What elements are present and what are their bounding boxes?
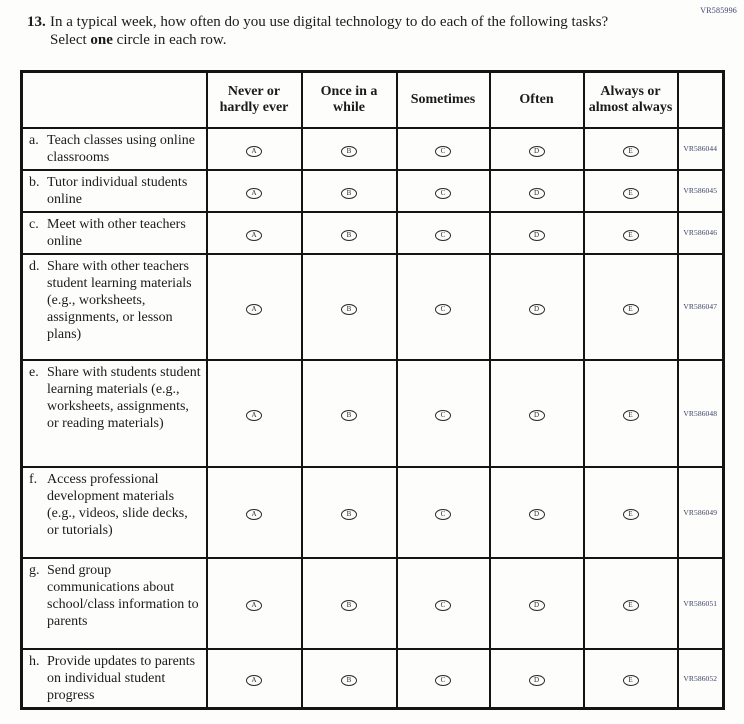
answer-bubble-e[interactable]: E	[623, 675, 639, 686]
row-variable-code: VR586045	[678, 170, 724, 212]
table-row	[22, 254, 724, 360]
row-label-cell	[22, 360, 207, 467]
row-letter: a.	[29, 132, 39, 148]
answer-bubble-e[interactable]: E	[623, 230, 639, 241]
row-letter: c.	[29, 216, 39, 232]
answer-bubble-c[interactable]: C	[435, 600, 451, 611]
answer-cell-always-or-almost-always	[584, 212, 678, 254]
question-text-bold: one	[90, 32, 113, 48]
table-row	[22, 170, 724, 212]
answer-bubble-e[interactable]: E	[623, 509, 639, 520]
answer-bubble-a[interactable]: A	[246, 304, 262, 315]
row-variable-code: VR586044	[678, 128, 724, 170]
row-label-cell	[22, 128, 207, 170]
answer-cell-sometimes	[397, 170, 490, 212]
survey-table	[20, 70, 725, 710]
row-label: Send group communications about school/class information to parents	[47, 562, 199, 629]
table-body	[22, 128, 724, 709]
answer-cell-always-or-almost-always	[584, 128, 678, 170]
question	[27, 13, 647, 49]
row-letter: b.	[29, 174, 40, 190]
answer-bubble-d[interactable]: D	[529, 304, 545, 315]
answer-bubble-b[interactable]: B	[341, 304, 357, 315]
answer-cell-never-or-hardly-ever	[207, 170, 302, 212]
answer-cell-once-in-a-while	[302, 170, 397, 212]
row-label-cell	[22, 254, 207, 360]
question-number: 13.	[27, 14, 46, 30]
header-code-cell	[678, 72, 724, 128]
answer-cell-often	[490, 558, 584, 649]
row-label: Teach classes using online classrooms	[47, 132, 195, 165]
header-cell-never-or-hardly-ever: Never or hardly ever	[207, 72, 302, 128]
answer-bubble-b[interactable]: B	[341, 675, 357, 686]
row-label-cell	[22, 467, 207, 558]
answer-bubble-a[interactable]: A	[246, 675, 262, 686]
answer-bubble-a[interactable]: A	[246, 600, 262, 611]
answer-cell-often	[490, 467, 584, 558]
row-letter: h.	[29, 653, 40, 669]
answer-cell-never-or-hardly-ever	[207, 467, 302, 558]
answer-bubble-e[interactable]: E	[623, 600, 639, 611]
question-text-part2: circle in each row.	[116, 32, 227, 48]
answer-cell-often	[490, 254, 584, 360]
answer-cell-sometimes	[397, 360, 490, 467]
row-variable-code: VR586046	[678, 212, 724, 254]
answer-bubble-d[interactable]: D	[529, 509, 545, 520]
row-label: Share with other teachers student learning materials (e.g., worksheets, assignments, or lesson plans)	[47, 258, 192, 342]
answer-cell-often	[490, 128, 584, 170]
answer-cell-sometimes	[397, 467, 490, 558]
answer-bubble-b[interactable]: B	[341, 230, 357, 241]
answer-cell-once-in-a-while	[302, 212, 397, 254]
answer-cell-always-or-almost-always	[584, 170, 678, 212]
answer-cell-never-or-hardly-ever	[207, 558, 302, 649]
answer-cell-always-or-almost-always	[584, 254, 678, 360]
answer-bubble-d[interactable]: D	[529, 600, 545, 611]
row-variable-code: VR586047	[678, 254, 724, 360]
row-label-cell	[22, 649, 207, 709]
answer-cell-always-or-almost-always	[584, 360, 678, 467]
answer-cell-sometimes	[397, 649, 490, 709]
row-letter: g.	[29, 562, 40, 578]
answer-cell-once-in-a-while	[302, 649, 397, 709]
answer-bubble-d[interactable]: D	[529, 146, 545, 157]
answer-bubble-c[interactable]: C	[435, 146, 451, 157]
answer-bubble-b[interactable]: B	[341, 146, 357, 157]
row-variable-code: VR586051	[678, 558, 724, 649]
answer-cell-often	[490, 360, 584, 467]
row-variable-code: VR586049	[678, 467, 724, 558]
answer-cell-once-in-a-while	[302, 360, 397, 467]
question-text-part1: In a typical week, how often do you use digital technology to do each of the following tasks? Select	[50, 14, 609, 48]
answer-cell-sometimes	[397, 212, 490, 254]
answer-bubble-e[interactable]: E	[623, 410, 639, 421]
row-letter: e.	[29, 364, 39, 380]
header-cell-sometimes: Sometimes	[397, 72, 490, 128]
answer-bubble-e[interactable]: E	[623, 146, 639, 157]
header-cell-always-or-almost-always: Always or almost always	[584, 72, 678, 128]
table-header-row	[22, 72, 724, 128]
answer-bubble-a[interactable]: A	[246, 230, 262, 241]
answer-bubble-c[interactable]: C	[435, 230, 451, 241]
row-label-cell	[22, 170, 207, 212]
answer-bubble-a[interactable]: A	[246, 410, 262, 421]
row-letter: d.	[29, 258, 40, 274]
row-variable-code: VR586048	[678, 360, 724, 467]
answer-bubble-d[interactable]: D	[529, 188, 545, 199]
header-cell-once-in-a-while: Once in a while	[302, 72, 397, 128]
answer-cell-sometimes	[397, 128, 490, 170]
answer-cell-often	[490, 212, 584, 254]
answer-bubble-b[interactable]: B	[341, 188, 357, 199]
answer-bubble-b[interactable]: B	[341, 600, 357, 611]
row-label-cell	[22, 212, 207, 254]
answer-bubble-a[interactable]: A	[246, 146, 262, 157]
answer-bubble-c[interactable]: C	[435, 509, 451, 520]
row-label: Access professional development materials (e.g., videos, slide decks, or tutorials)	[47, 471, 188, 538]
answer-cell-always-or-almost-always	[584, 649, 678, 709]
row-variable-code: VR586052	[678, 649, 724, 709]
answer-cell-sometimes	[397, 254, 490, 360]
answer-cell-once-in-a-while	[302, 558, 397, 649]
row-label: Share with students student learning materials (e.g., worksheets, assignments, or reading materials)	[47, 364, 201, 431]
table-row	[22, 212, 724, 254]
answer-bubble-d[interactable]: D	[529, 230, 545, 241]
answer-cell-once-in-a-while	[302, 128, 397, 170]
answer-bubble-c[interactable]: C	[435, 188, 451, 199]
answer-cell-often	[490, 649, 584, 709]
answer-cell-often	[490, 170, 584, 212]
header-cell-often: Often	[490, 72, 584, 128]
answer-bubble-e[interactable]: E	[623, 304, 639, 315]
table-row	[22, 649, 724, 709]
answer-bubble-c[interactable]: C	[435, 304, 451, 315]
answer-cell-never-or-hardly-ever	[207, 360, 302, 467]
answer-bubble-d[interactable]: D	[529, 410, 545, 421]
table-row	[22, 360, 724, 467]
answer-cell-sometimes	[397, 558, 490, 649]
answer-bubble-e[interactable]: E	[623, 188, 639, 199]
answer-bubble-c[interactable]: C	[435, 410, 451, 421]
answer-bubble-d[interactable]: D	[529, 675, 545, 686]
answer-cell-always-or-almost-always	[584, 558, 678, 649]
answer-bubble-a[interactable]: A	[246, 188, 262, 199]
question-text	[50, 13, 647, 49]
table-row	[22, 467, 724, 558]
answer-bubble-c[interactable]: C	[435, 675, 451, 686]
answer-bubble-a[interactable]: A	[246, 509, 262, 520]
answer-cell-once-in-a-while	[302, 254, 397, 360]
row-label-cell	[22, 558, 207, 649]
answer-cell-never-or-hardly-ever	[207, 128, 302, 170]
page-form-code: VR585996	[700, 6, 737, 15]
table-row	[22, 558, 724, 649]
answer-cell-once-in-a-while	[302, 467, 397, 558]
header-corner-cell	[22, 72, 207, 128]
table-row	[22, 128, 724, 170]
answer-cell-never-or-hardly-ever	[207, 649, 302, 709]
answer-bubble-b[interactable]: B	[341, 410, 357, 421]
answer-bubble-b[interactable]: B	[341, 509, 357, 520]
row-label: Tutor individual students online	[47, 174, 188, 207]
row-label: Meet with other teachers online	[47, 216, 186, 249]
answer-cell-never-or-hardly-ever	[207, 254, 302, 360]
answer-cell-never-or-hardly-ever	[207, 212, 302, 254]
row-label: Provide updates to parents on individual student progress	[47, 653, 196, 703]
answer-cell-always-or-almost-always	[584, 467, 678, 558]
row-letter: f.	[29, 471, 38, 487]
